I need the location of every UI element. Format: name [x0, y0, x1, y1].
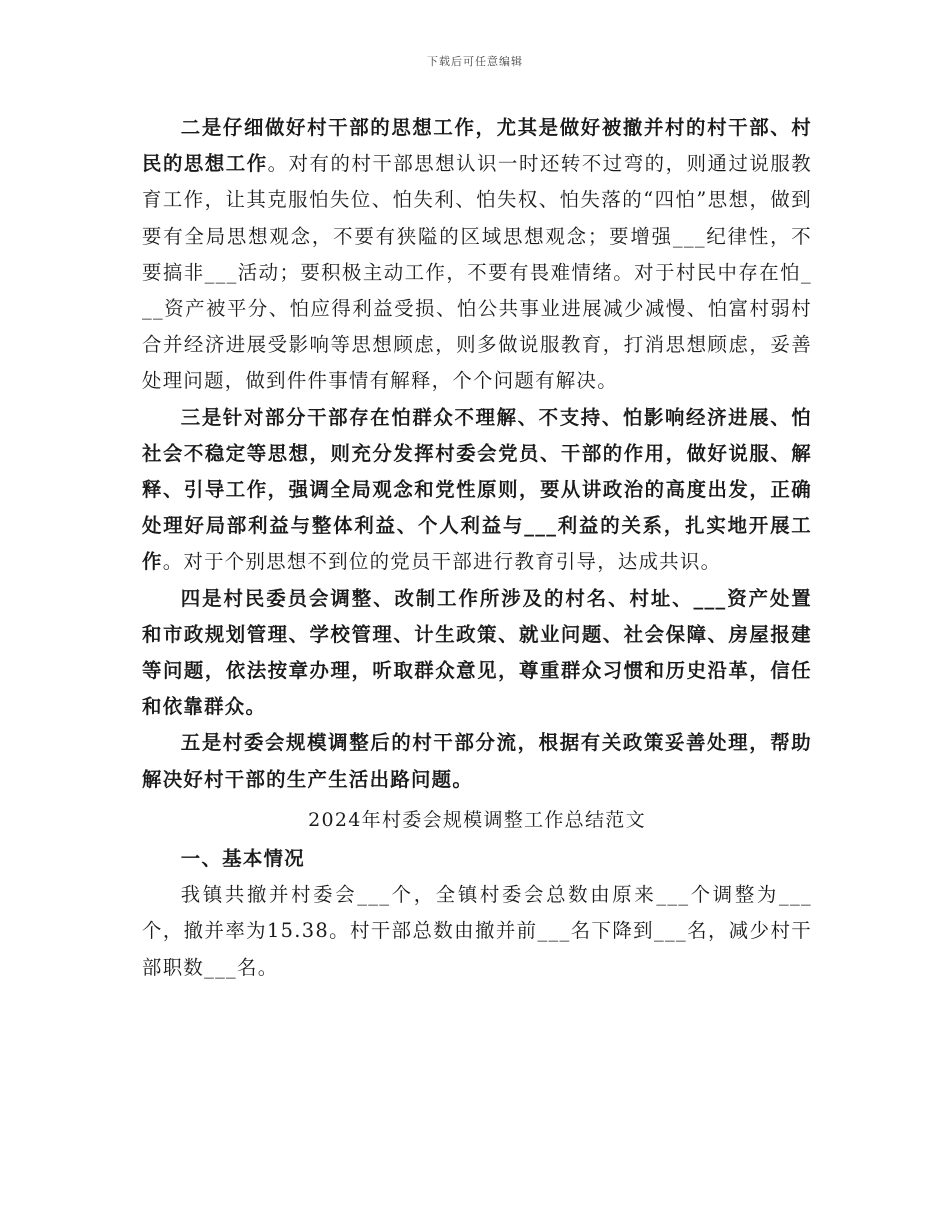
document-body — [142, 110, 812, 986]
paragraph-2-lead: 二是仔细做好村干部的思想工作，尤其是做好被撤并村的村干部、村民的思想工作 — [142, 116, 812, 176]
paragraph-4-lead: 四是村民委员会调整、改制工作所涉及的村名、村址、___资产处置和市政规划管理、学校管理、计生政策、就业问题、社会保障、房屋报建等问题，依法按章办理，听取群众意见，尊重群众习惯和历史沿革，信任和依靠群众。 — [142, 586, 812, 719]
paragraph-2-text: 。对有的村干部思想认识一时还转不过弯的，则通过说服教育工作，让其克服怕失位、怕失利、怕失权、怕失落的“四怕”思想，做到要有全局思想观念，不要有狭隘的区域思想观念；要增强___纪律性，不要搞非___活动；要积极主动工作，不要有畏难情绪。对于村民中存在怕___资产被平分、怕应得利益受损、怕公共事业进展减少减慢、怕富村弱村合并经济进展受影响等思想顾虑，则多做说服教育，打消思想顾虑，妥善处理问题，做到件件事情有解释，个个问题有解决。 — [142, 152, 812, 393]
document-title: 2024年村委会规模调整工作总结范文 — [308, 808, 646, 831]
page-header: 下载后可任意编辑 — [427, 55, 523, 68]
section-heading: 一、基本情况 — [180, 847, 305, 871]
paragraph-3-lead: 三是针对部分干部存在怕群众不理解、不支持、怕影响经济进展、怕社会不稳定等思想，则充分发挥村委会党员、干部的作用，做好说服、解释、引导工作，强调全局观念和党性原则，要从讲政治的高度出发，正确处理好局部利益与整体利益、个人利益与___利益的关系，扎实地开展工作 — [142, 405, 812, 574]
paragraph-3-text: 。对于个别思想不到位的党员干部进行教育引导，达成共识。 — [162, 550, 722, 574]
paragraph-5 — [142, 725, 812, 797]
paragraph-2 — [142, 110, 812, 400]
paragraph-3 — [142, 400, 812, 581]
paragraph-6: 我镇共撤并村委会___个，全镇村委会总数由原来___个调整为___个，撤并率为15.38。村干部总数由撤并前___名下降到___名，减少村干部职数___名。 — [142, 883, 812, 979]
paragraph-5-lead: 五是村委会规模调整后的村干部分流，根据有关政策妥善处理，帮助解决好村干部的生产生活出路问题。 — [142, 731, 812, 791]
paragraph-4 — [142, 581, 812, 726]
